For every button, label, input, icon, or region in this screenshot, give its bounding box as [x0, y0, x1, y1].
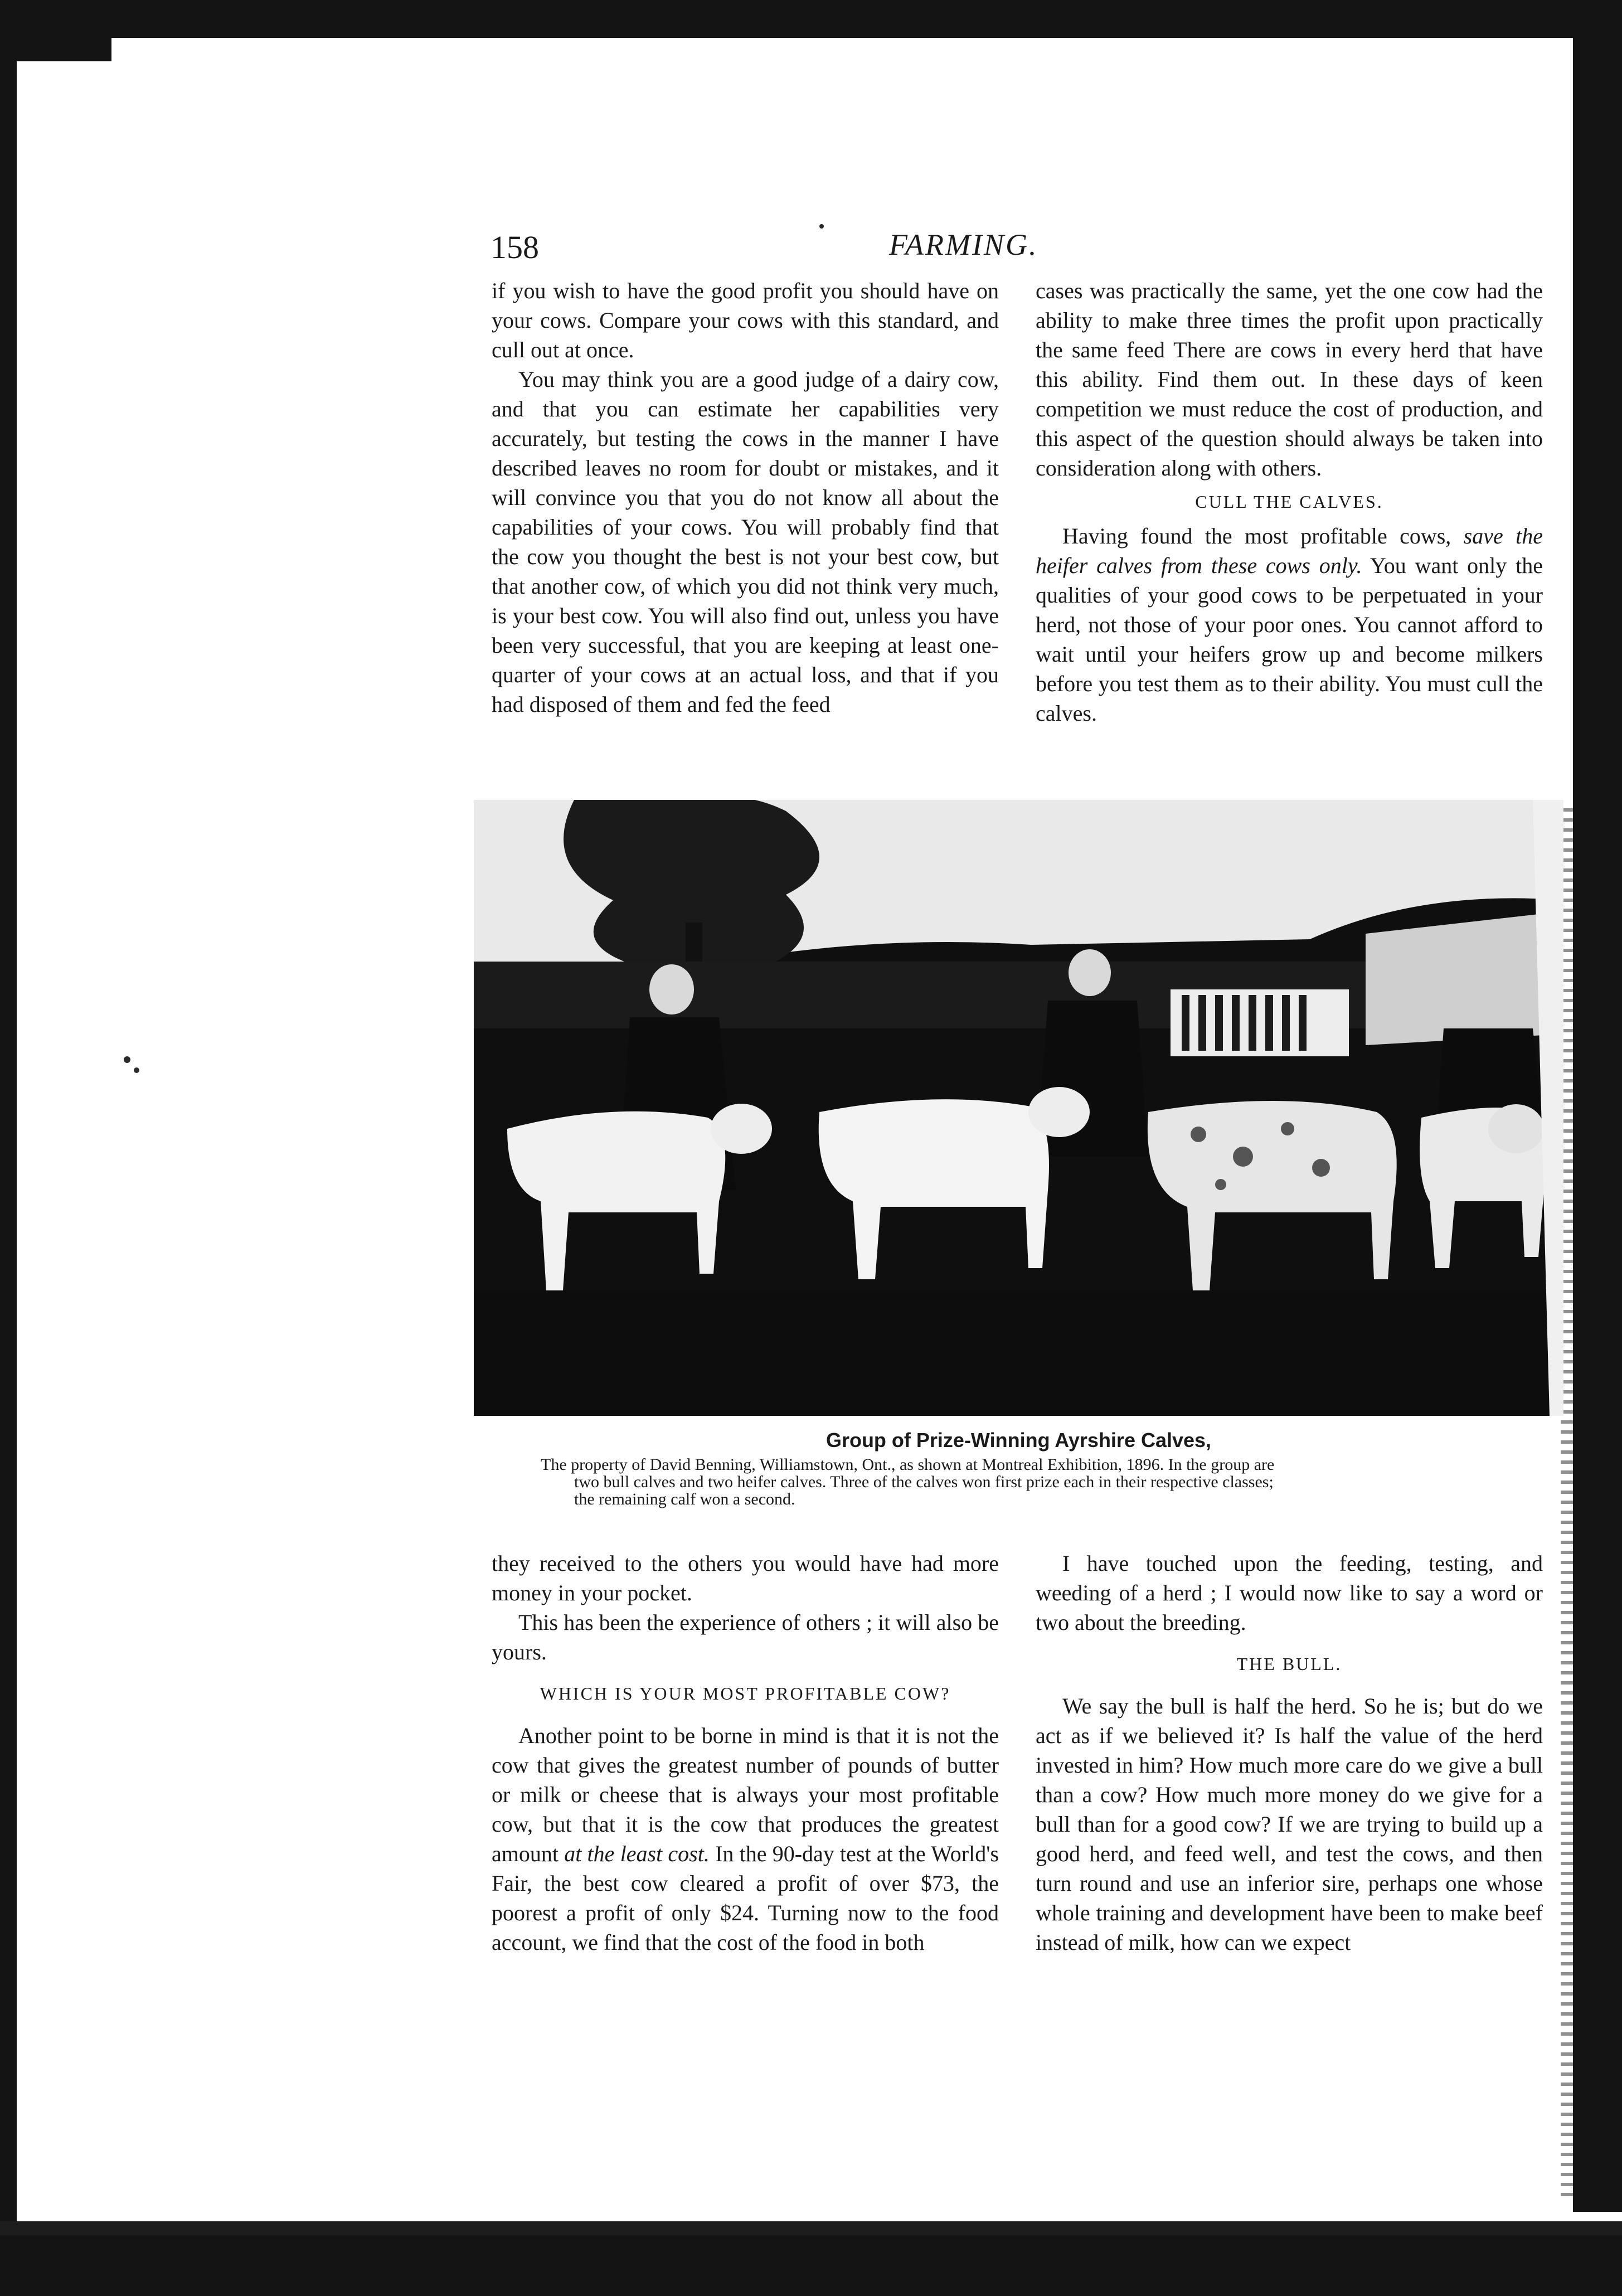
paragraph: We say the bull is half the herd. So he is; but do we act as if we believed it? Is half the value of the herd invested in him? How much more care do we give a bull than a cow? How much more money do we give for a bull than for a good cow? If we are trying to build up a good herd, and feed well, and test the cows, and then turn round and use an inferior sire, perhaps one whose whole training and development have been to make beef instead of milk, how can we expect — [1036, 1693, 1543, 1955]
paragraph: I have touched upon the feeding, testing, and weeding of a herd ; I would now like to say a word or two about the breeding. — [1036, 1551, 1543, 1635]
scan-top-left-border — [0, 38, 111, 61]
section-heading: THE BULL. — [1236, 1654, 1342, 1674]
paragraph: if you wish to have the good profit you should have on your cows. Compare your cows with this standard, and cull out at once. — [492, 278, 999, 362]
scan-right-border — [1573, 38, 1622, 2212]
section-heading: CULL THE CALVES. — [1195, 492, 1383, 512]
paragraph — [492, 1721, 999, 1957]
text-run: You want only the qualities of your good cows to be perpetuated in your herd, not those of your poor ones. You cannot afford to wait until your heifers grow up and become milkers before you test them as to their ability. You must cull the calves. — [1036, 553, 1543, 726]
emphasis-text: at the least cost. — [564, 1841, 710, 1866]
caption-line: The property of David Benning, Williamstown, Ont., as shown at Montreal Exhibition, 1896. In the group are — [541, 1455, 1275, 1474]
running-title: FARMING. — [889, 228, 1038, 261]
scan-top-border — [0, 0, 1622, 38]
paragraph — [1036, 521, 1543, 728]
figure-caption — [541, 1456, 1538, 1508]
emphasis-text: save the heifer calves from these cows only. — [1036, 523, 1543, 578]
paragraph: You may think you are a good judge of a dairy cow, and that you can estimate her capabilities very accurately, but testing the cows in the manner I have described leaves no room for doubt or mistakes, and it will convince you that you do not know all about the capabilities of your cows. You will probably find that the cow you thought the best is not your best cow, but that another cow, of which you did not think very much, is your best cow. You will also find out, unless you have been very successful, that you are keeping at least one-quarter of your cows at an actual loss, and that if you had disposed of them and fed the feed — [492, 367, 999, 717]
scan-speck — [134, 1067, 139, 1073]
section-heading: WHICH IS YOUR MOST PROFITABLE COW? — [540, 1683, 951, 1703]
caption-line: two bull calves and two heifer calves. Three of the calves won first prize each in their respective classes; — [574, 1473, 1274, 1491]
page-number: 158 — [491, 229, 539, 265]
text-run: Another point to be borne in mind is that it is not the cow that gives the greatest number of pounds of butter or milk or cheese that is always your most profitable cow, but that it is the cow that produces the greatest amount — [492, 1723, 999, 1866]
scan-bottom-border — [0, 2235, 1622, 2296]
text-column-bottom-right — [1036, 1549, 1543, 1957]
text-run: Having found the most profitable cows, — [1062, 523, 1451, 548]
paragraph: This has been the experience of others ; it will also be yours. — [492, 1610, 999, 1664]
caption-line: the remaining calf won a second. — [574, 1490, 795, 1508]
scan-bottom-shadow — [0, 2221, 1622, 2235]
text-column-top-right — [1036, 276, 1543, 728]
photo-illustration — [474, 800, 1563, 1416]
text-column-top-left — [492, 276, 999, 719]
figure-title: Group of Prize-Winning Ayrshire Calves, — [825, 1429, 1212, 1452]
paragraph: cases was practically the same, yet the one cow had the ability to make three times the profit upon practically the same feed There are cows in every herd that have this ability. Find them out. In these days of keen competition we must reduce the cost of production, and this aspect of the question should always be taken into consideration along with others. — [1036, 278, 1543, 480]
scan-speck — [124, 1056, 130, 1063]
text-column-bottom-left — [492, 1549, 999, 1957]
photograph-ayrshire-calves — [474, 800, 1563, 1416]
scan-speck — [819, 224, 824, 229]
scan-left-border — [0, 38, 17, 2296]
text-run: In the 90-day test at the World's Fair, the best cow cleared a profit of over $73, the poorest a profit of only $24. Turning now to the food account, we find that the cost of the food in both — [492, 1841, 999, 1955]
paragraph: they received to the others you would have had more money in your pocket. — [492, 1551, 999, 1605]
